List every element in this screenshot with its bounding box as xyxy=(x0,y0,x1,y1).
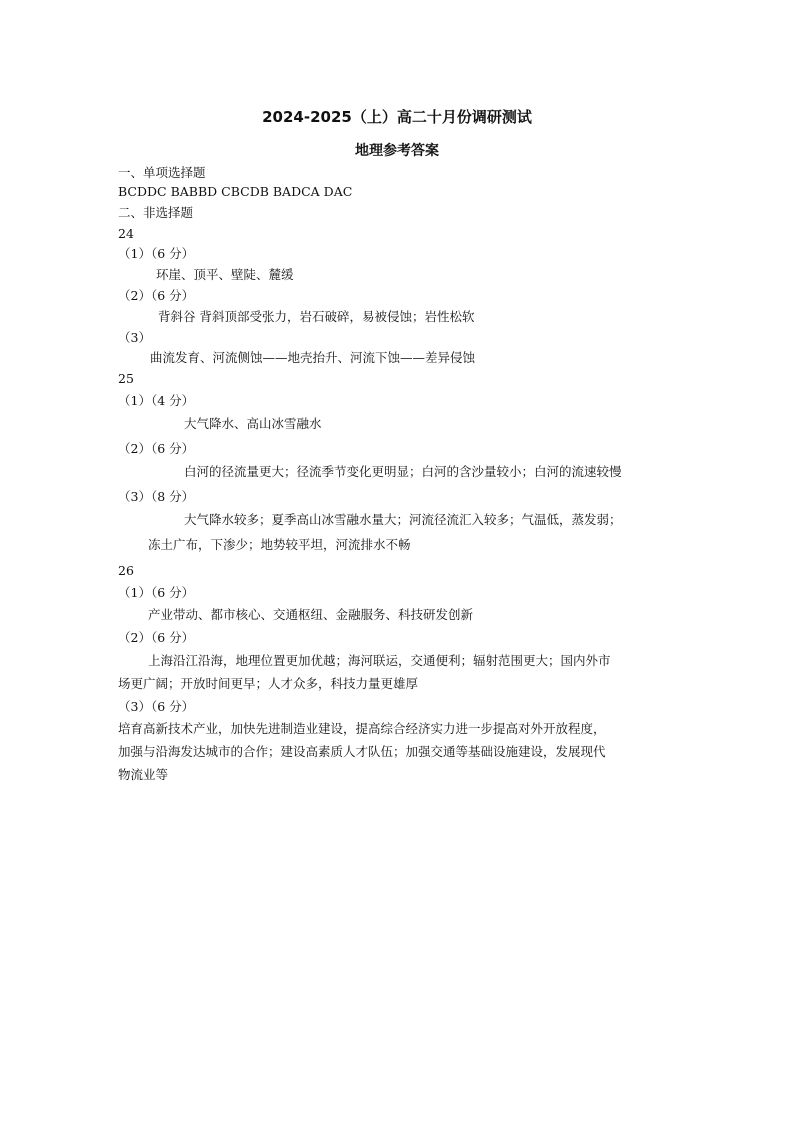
q26-part2-answer-line2: 场更广阔；开放时间更早；人才众多，科技力量更雄厚 xyxy=(118,676,419,691)
q25-part1-answer: 大气降水、高山冰雪融水 xyxy=(184,416,322,431)
q26-part1-answer: 产业带动、都市核心、交通枢纽、金融服务、科技研发创新 xyxy=(148,607,474,622)
q26-part3-answer-line2: 加强与沿海发达城市的合作；建设高素质人才队伍；加强交通等基础设施建设，发展现代 xyxy=(118,744,606,759)
q26-part3-label: （3）（6 分） xyxy=(118,699,195,714)
section-heading-multiple-choice: 一、单项选择题 xyxy=(118,165,206,180)
q25-part2-label: （2）（6 分） xyxy=(118,441,195,456)
q24-part3-answer: 曲流发育、河流侧蚀——地壳抬升、河流下蚀——差异侵蚀 xyxy=(150,350,476,365)
q24-part1-answer: 环崖、顶平、壁陡、麓缓 xyxy=(156,267,294,282)
q25-part2-answer: 白河的径流量更大；径流季节变化更明显；白河的含沙量较小；白河的流速较慢 xyxy=(184,464,622,479)
q24-part1-label: （1）（6 分） xyxy=(118,246,195,261)
q24-part3-label: （3） xyxy=(118,330,151,345)
q25-part3-answer-line2: 冻土广布，下渗少；地势较平坦，河流排水不畅 xyxy=(148,537,411,552)
q26-part2-label: （2）（6 分） xyxy=(118,630,195,645)
question-number-24: 24 xyxy=(118,226,134,241)
q24-part2-answer: 背斜谷 背斜顶部受张力，岩石破碎，易被侵蚀；岩性松软 xyxy=(158,309,475,324)
question-number-25: 25 xyxy=(118,371,134,386)
page-subtitle: 地理参考答案 xyxy=(355,143,439,159)
q25-part3-label: （3）（8 分） xyxy=(118,489,195,504)
q26-part2-answer-line1: 上海沿江沿海，地理位置更加优越；海河联运，交通便利；辐射范围更大；国内外市 xyxy=(148,653,611,668)
multiple-choice-answers: BCDDC BABBD CBCDB BADCA DAC xyxy=(118,184,353,199)
section-heading-non-choice: 二、非选择题 xyxy=(118,205,194,220)
q26-part1-label: （1）（6 分） xyxy=(118,585,195,600)
q25-part1-label: （1）（4 分） xyxy=(118,393,195,408)
q26-part3-answer-line1: 培育高新技术产业，加快先进制造业建设，提高综合经济实力进一步提高对外开放程度， xyxy=(118,721,606,736)
q24-part2-label: （2）（6 分） xyxy=(118,288,195,303)
question-number-26: 26 xyxy=(118,563,134,578)
q26-part3-answer-line3: 物流业等 xyxy=(118,767,169,782)
q25-part3-answer-line1: 大气降水较多；夏季高山冰雪融水量大；河流径流汇入较多；气温低，蒸发弱； xyxy=(184,512,622,527)
page-title: 2024-2025（上）高二十月份调研测试 xyxy=(262,108,532,126)
